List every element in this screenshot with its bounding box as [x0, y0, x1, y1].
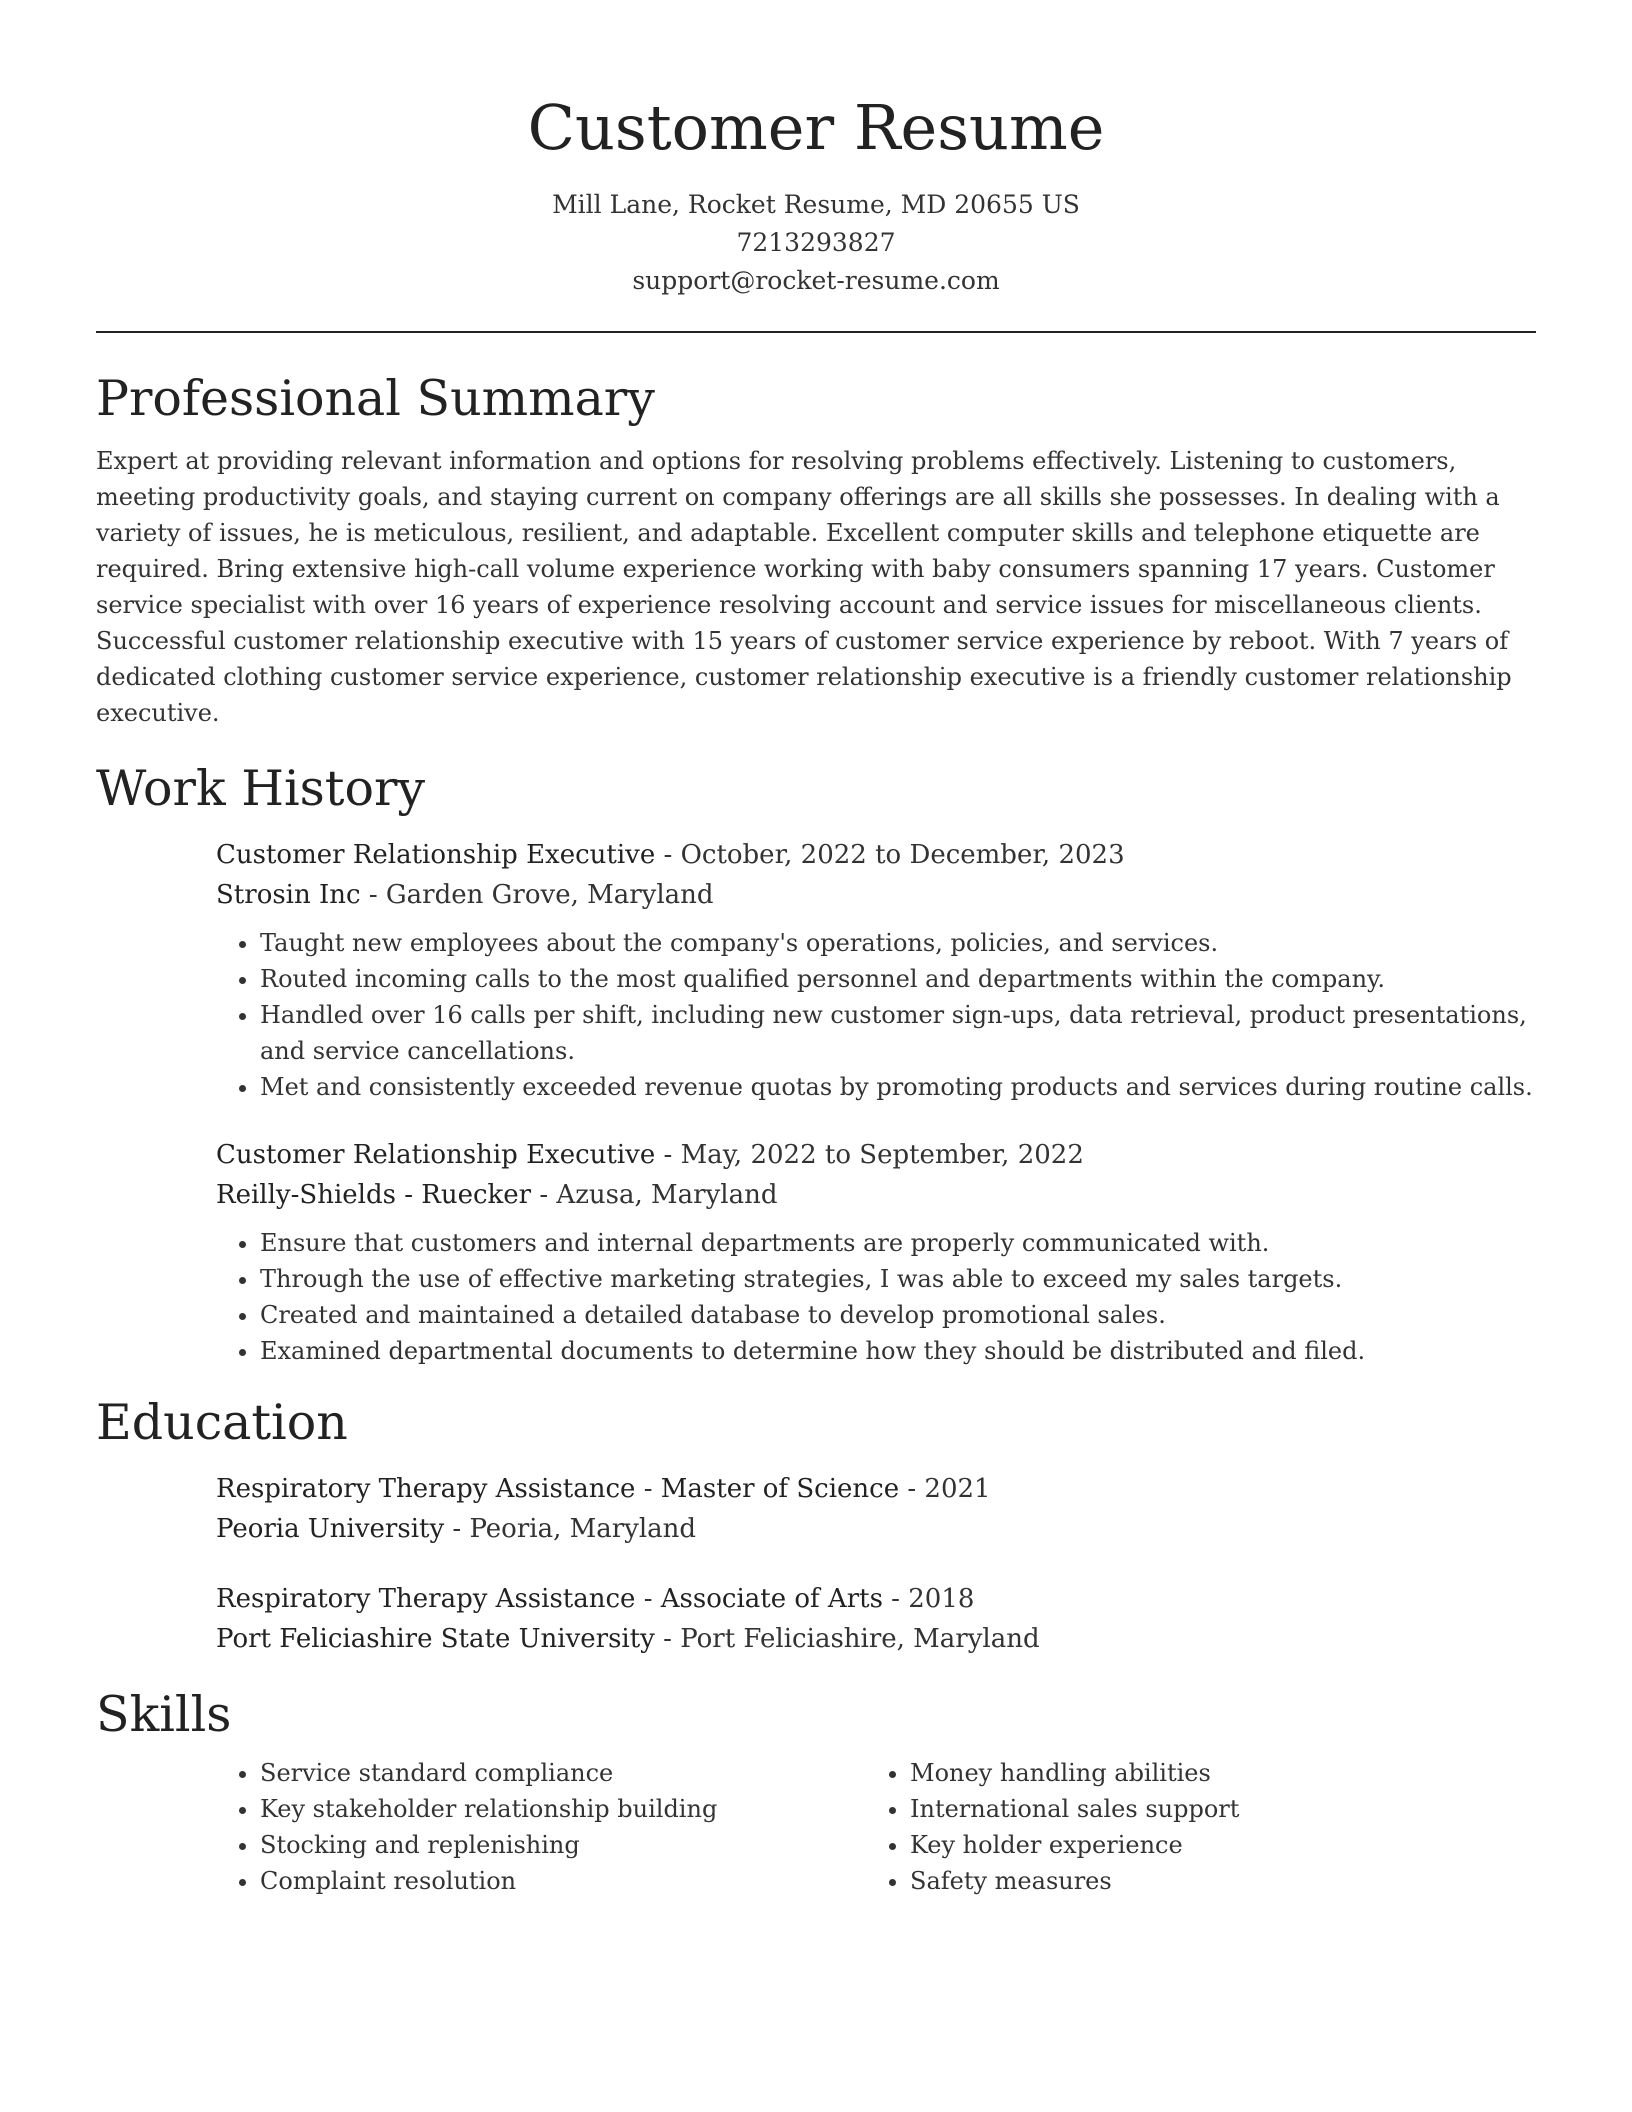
- skills-section: [96, 1683, 1536, 1899]
- job-bullets: [216, 1225, 1536, 1369]
- skill-item: • Complaint resolution: [260, 1863, 866, 1899]
- education-degree: Master of Science: [660, 1474, 900, 1504]
- skills-title: Skills: [96, 1686, 232, 1743]
- job-entry: [216, 835, 1536, 1105]
- education-entry: [216, 1579, 1536, 1659]
- skill-item: • Key holder experience: [910, 1827, 1516, 1863]
- education-year: - 2018: [882, 1584, 975, 1614]
- job-bullet: • Through the use of effective marketing strategies, I was able to exceed my sales targets.: [260, 1261, 1536, 1297]
- skill-item: • Stocking and replenishing: [260, 1827, 866, 1863]
- education-degree-line: Respiratory Therapy Assistance - Associate of Arts - 2018: [216, 1584, 975, 1614]
- education-degree-line: Respiratory Therapy Assistance - Master of Science - 2021: [216, 1474, 991, 1504]
- resume-header: [96, 0, 1536, 300]
- job-dates: - May, 2022 to September, 2022: [655, 1140, 1084, 1170]
- education-field: Respiratory Therapy Assistance: [216, 1474, 636, 1504]
- skills-column-right: [866, 1755, 1516, 1899]
- education-location: - Port Feliciashire, Maryland: [654, 1624, 1040, 1654]
- job-position: Customer Relationship Executive: [216, 840, 656, 870]
- education-year: - 2021: [899, 1474, 991, 1504]
- job-location: - Azusa, Maryland: [531, 1180, 778, 1210]
- job-dates: - October, 2022 to December, 2023: [655, 840, 1125, 870]
- skill-item: • Money handling abilities: [910, 1755, 1516, 1791]
- job-title-line: [216, 835, 1536, 875]
- job-bullet: • Examined departmental documents to determine how they should be distributed and filed.: [260, 1333, 1536, 1369]
- job-bullet: • Handled over 16 calls per shift, including new customer sign-ups, data retrieval, product presentations, and service cancellations.: [260, 997, 1536, 1069]
- contact-address: Mill Lane, Rocket Resume, MD 20655 US: [552, 190, 1080, 219]
- education-entry: [216, 1469, 1536, 1549]
- job-bullet: • Met and consistently exceeded revenue quotas by promoting products and services during routine calls.: [260, 1069, 1536, 1105]
- job-location: - Garden Grove, Maryland: [360, 880, 714, 910]
- job-title-line: [216, 1135, 1536, 1175]
- job-bullets: [216, 925, 1536, 1105]
- summary-text: Expert at providing relevant information and options for resolving problems effectively. Listening to customers, meeting productivity goals, and staying current on company offerings are all skills she possesses. In dealing with a variety of issues, he is meticulous, resilient, and adaptable. Excellent computer skills and telephone etiquette are required. Bring extensive high-call volume experience working with baby consumers spanning 17 years. Customer service specialist with over 16 years of experience resolving account and service issues for miscellaneous clients. Successful customer relationship executive with 15 years of customer service experience by reboot. With 7 years of dedicated clothing customer service experience, customer relationship executive is a friendly customer relationship executive.: [96, 447, 1512, 727]
- header-divider: [96, 331, 1536, 333]
- job-bullet: • Ensure that customers and internal departments are properly communicated with.: [260, 1225, 1536, 1261]
- work-history-title: Work History: [96, 760, 426, 817]
- education-school-line: [216, 1619, 1536, 1659]
- job-company-line: [216, 875, 1536, 915]
- contact-phone: 7213293827: [736, 228, 896, 257]
- education-field: Respiratory Therapy Assistance: [216, 1584, 636, 1614]
- job-bullet: • Routed incoming calls to the most qualified personnel and departments within the company.: [260, 961, 1536, 997]
- work-history-section: [96, 757, 1536, 1369]
- contact-email: support@rocket-resume.com: [632, 266, 1000, 295]
- contact-block: [96, 186, 1536, 300]
- skills-grid: [216, 1755, 1536, 1899]
- education-school-line: [216, 1509, 1536, 1549]
- skills-list: [866, 1755, 1516, 1899]
- job-company-line: [216, 1175, 1536, 1215]
- job-bullet: • Created and maintained a detailed database to develop promotional sales.: [260, 1297, 1536, 1333]
- skill-item: • Key stakeholder relationship building: [260, 1791, 866, 1827]
- education-degree: Associate of Arts: [660, 1584, 883, 1614]
- summary-section: [96, 367, 1536, 731]
- education-location: - Peoria, Maryland: [444, 1514, 697, 1544]
- education-school: Port Feliciashire State University: [216, 1624, 655, 1654]
- job-entry: [216, 1135, 1536, 1369]
- job-company: Reilly-Shields - Ruecker: [216, 1180, 532, 1210]
- skill-item: • Service standard compliance: [260, 1755, 866, 1791]
- job-bullet: • Taught new employees about the company's operations, policies, and services.: [260, 925, 1536, 961]
- job-position: Customer Relationship Executive: [216, 1140, 656, 1170]
- job-company: Strosin Inc: [216, 880, 361, 910]
- skills-column-left: [216, 1755, 866, 1899]
- education-title: Education: [96, 1394, 348, 1451]
- education-school: Peoria University: [216, 1514, 445, 1544]
- skills-list: [216, 1755, 866, 1899]
- skill-item: • Safety measures: [910, 1863, 1516, 1899]
- skill-item: • International sales support: [910, 1791, 1516, 1827]
- resume-name: Customer Resume: [527, 91, 1105, 164]
- summary-title: Professional Summary: [96, 370, 655, 427]
- education-section: [96, 1391, 1536, 1659]
